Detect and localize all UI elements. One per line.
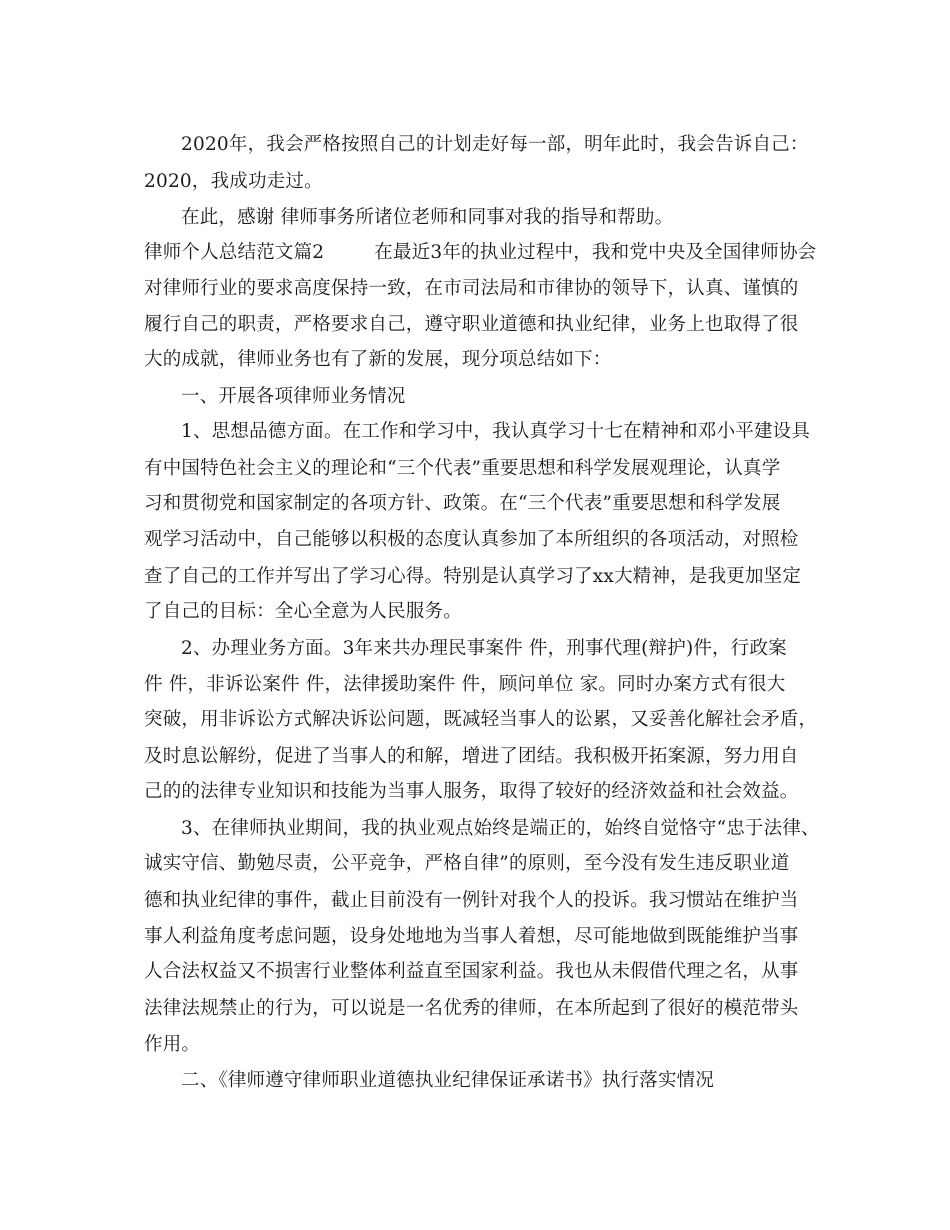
subheading-line: 二、《律师遵守律师职业道德执业纪律保证承诺书》执行落实情况 [181, 1070, 715, 1091]
paragraph-line: 诚实守信、勤勉尽责，公平竞争，严格自律”的原则，至今没有发生违反职业道 [144, 853, 790, 874]
paragraph-line: 法律法规禁止的行为，可以说是一名优秀的律师，在本所起到了很好的模范带头 [144, 998, 799, 1019]
paragraph-line: 了自己的目标：全心全意为人民服务。 [144, 601, 462, 622]
paragraph-line: 件 件，非诉讼案件 件，法律援助案件 件，顾问单位 家。同时办案方式有很大 [144, 674, 786, 695]
paragraph-line: 突破，用非诉讼方式解决诉讼问题，既减轻当事人的讼累，又妥善化解社会矛盾， [144, 709, 818, 730]
subheading-line: 一、开展各项律师业务情况 [181, 386, 406, 407]
paragraph-line: 作用。 [144, 1034, 201, 1055]
paragraph-line: 及时息讼解纷，促进了当事人的和解，增进了团结。我积极开拓案源，努力用自 [144, 746, 799, 767]
paragraph-line: 人合法权益又不损害行业整体利益直至国家利益。我也从未假借代理之名，从事 [144, 961, 799, 982]
section-title: 律师个人总结范文篇2 [144, 242, 325, 263]
paragraph-line: 在此，感谢 律师事务所诸位老师和同事对我的指导和帮助。 [181, 207, 674, 228]
paragraph-line: 1、思想品德方面。在工作和学习中，我认真学习十七在精神和邓小平建设具 [181, 421, 811, 442]
paragraph-line: 查了自己的工作并写出了学习心得。特别是认真学习了xx大精神，是我更加坚定 [144, 566, 802, 587]
paragraph-line: 3、在律师执业期间，我的执业观点始终是端正的，始终自觉恪守“忠于法律、 [181, 818, 820, 839]
paragraph-line: 观学习活动中，自己能够以积极的态度认真参加了本所组织的各项活动，对照检 [144, 529, 799, 550]
paragraph-line: 对律师行业的要求高度保持一致，在市司法局和市律协的领导下，认真、谨慎的 [144, 278, 799, 299]
paragraph-line: 习和贯彻党和国家制定的各项方针、政策。在“三个代表”重要思想和科学发展 [144, 493, 781, 514]
paragraph-line: 大的成就，律师业务也有了新的发展，现分项总结如下： [144, 349, 612, 370]
paragraph-line: 2020，我成功走过。 [144, 171, 323, 192]
paragraph-line: 2020年，我会严格按照自己的计划走好每一部，明年此时，我会告诉自己： [181, 134, 809, 155]
paragraph-line: 有中国特色社会主义的理论和“三个代表”重要思想和科学发展观理论，认真学 [144, 458, 781, 479]
paragraph-line: 己的的法律专业知识和技能为当事人服务，取得了较好的经济效益和社会效益。 [144, 781, 799, 802]
paragraph-line: 德和执业纪律的事件，截止目前没有一例针对我个人的投诉。我习惯站在维护当 [144, 890, 799, 911]
paragraph-line: 履行自己的职责，严格要求自己，遵守职业道德和执业纪律，业务上也取得了很 [144, 314, 799, 335]
paragraph-text: 在最近3年的执业过程中，我和党中央及全国律师协会 [374, 242, 817, 263]
paragraph-line: 事人利益角度考虑问题，设身处地地为当事人着想，尽可能地做到既能维护当事 [144, 926, 799, 947]
paragraph-line: 2、办理业务方面。3年来共办理民事案件 件，刑事代理(辩护)件，行政案 [181, 638, 787, 659]
section-heading-line [144, 241, 816, 265]
